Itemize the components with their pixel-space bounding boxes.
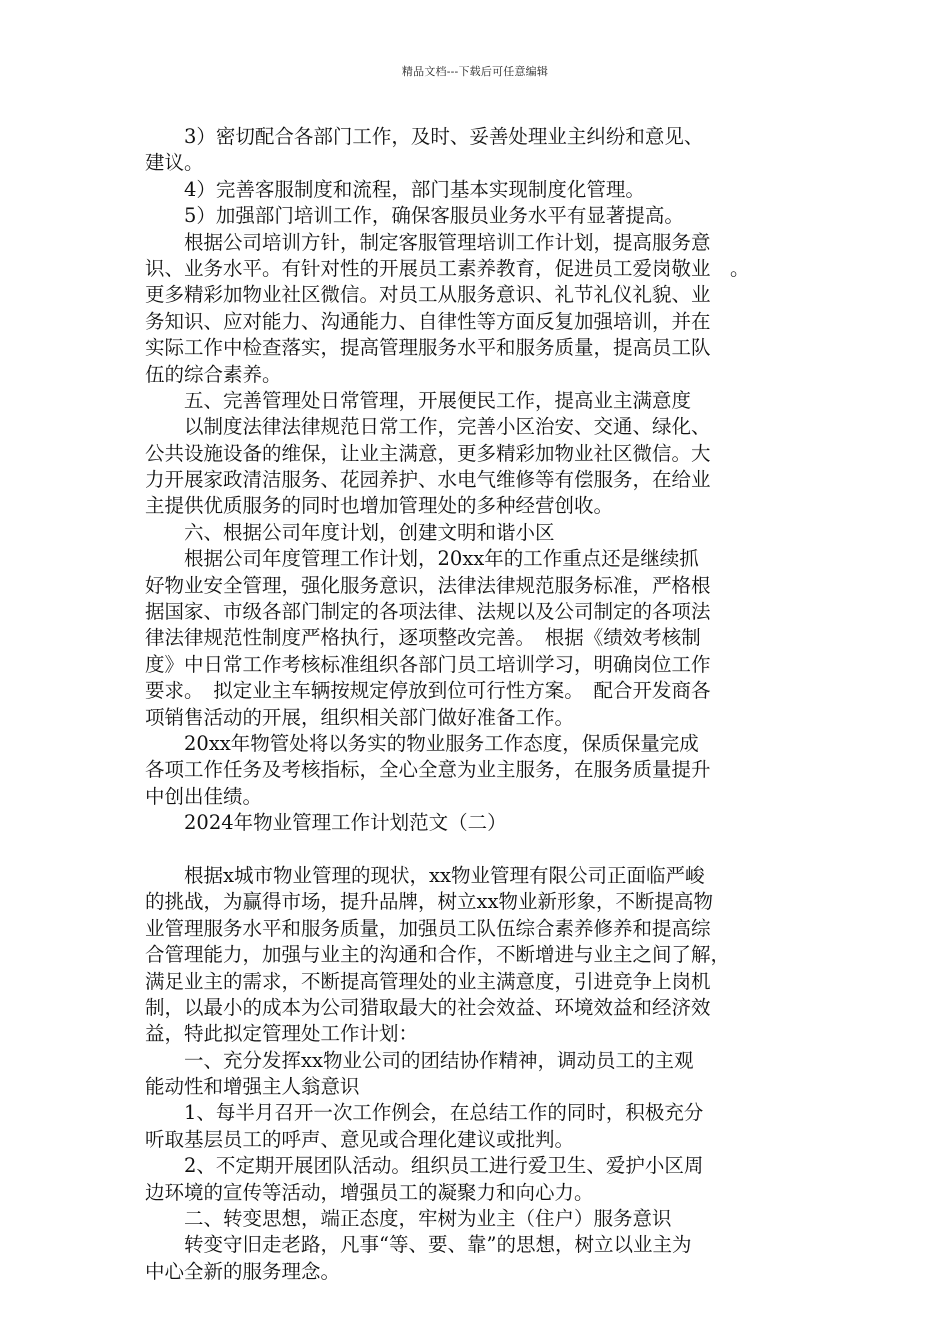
text-line: 更多精彩加物业社区微信。对员工从服务意识、礼节礼仪礼貌、业: [145, 283, 711, 307]
page-header: 精品文档---下载后可任意编辑: [401, 65, 549, 78]
text-line: 公共设施设备的维保，让业主满意，更多精彩加物业社区微信。大: [145, 441, 711, 465]
text-line: 识、业务水平。有针对性的开展员工素养教育，促进员工爱岗敬业 。: [145, 256, 750, 280]
text-line: 伍的综合素养。: [145, 362, 282, 386]
text-line: 转变守旧走老路，凡事“等、要、靠”的思想，树立以业主为: [145, 1233, 692, 1257]
blank-line: [145, 837, 813, 863]
text-line: 根据公司年度管理工作计划，20xx年的工作重点还是继续抓: [145, 547, 699, 571]
section-heading-line: 一、充分发挥xx物业公司的团结协作精神，调动员工的主观: [145, 1048, 694, 1072]
text-line: 3）密切配合各部门工作，及时、妥善处理业主纠纷和意见、: [145, 125, 704, 148]
text-line: 制，以最小的成本为公司猎取最大的社会效益、环境效益和经济效: [145, 995, 711, 1019]
text-line: 根据公司培训方针，制定客服管理培训工作计划，提高服务意: [145, 230, 711, 254]
text-line: 满足业主的需求，不断提高管理处的业主满意度，引进竞争上岗机: [145, 969, 711, 993]
text-line: 务知识、应对能力、沟通能力、自律性等方面反复加强培训，并在: [145, 309, 711, 333]
text-line: 据国家、市级各部门制定的各项法律、法规以及公司制定的各项法: [145, 600, 711, 624]
text-line: 律法律规范性制度严格执行，逐项整改完善。 根据《绩效考核制: [145, 626, 701, 650]
section-heading-line: 二、转变思想，端正态度，牢树为业主（住户）服务意识: [145, 1207, 672, 1231]
document-body: [145, 124, 813, 1285]
text-line: 项销售活动的开展，组织相关部门做好准备工作。: [145, 705, 575, 729]
text-line: 实际工作中检查落实，提高管理服务水平和服务质量，提高员工队: [145, 336, 711, 360]
text-line: 根据x城市物业管理的现状，xx物业管理有限公司正面临严峻: [145, 863, 705, 887]
section-heading-line: 五、完善管理处日常管理，开展便民工作，提高业主满意度: [145, 388, 692, 412]
document-text-block: [145, 124, 813, 1285]
document-subtitle: 2024年物业管理工作计划范文（二）: [145, 811, 507, 835]
text-line: 5）加强部门培训工作，确保客服员业务水平有显著提高。: [145, 204, 684, 228]
text-line: 合管理能力，加强与业主的沟通和合作，不断增进与业主之间了解，: [145, 943, 731, 967]
text-line: 好物业安全管理，强化服务意识，法律法律规范服务标准，严格根: [145, 573, 711, 597]
text-line: 以制度法律法律规范日常工作，完善小区治安、交通、绿化、: [145, 415, 711, 439]
text-line: 度》中日常工作考核标准组织各部门员工培训学习，明确岗位工作: [145, 652, 711, 676]
text-line: 主提供优质服务的同时也增加管理处的多种经营创收。: [145, 494, 614, 518]
text-line: 要求。 拟定业主车辆按规定停放到位可行性方案。 配合开发商各: [145, 679, 711, 703]
text-line: 听取基层员工的呼声、意见或合理化建议或批判。: [145, 1127, 575, 1151]
text-line: 中创出佳绩。: [145, 784, 263, 808]
text-line: 20xx年物管处将以务实的物业服务工作态度，保质保量完成: [145, 731, 699, 755]
text-line: 力开展家政清洁服务、花园养护、水电气维修等有偿服务，在给业: [145, 468, 711, 492]
text-line: 边环境的宣传等活动，增强员工的凝聚力和向心力。: [145, 1180, 594, 1204]
text-line: 4）完善客服制度和流程，部门基本实现制度化管理。: [145, 177, 645, 201]
section-heading-line: 能动性和增强主人翁意识: [145, 1075, 360, 1099]
text-line: 的挑战，为赢得市场，提升品牌，树立xx物业新形象，不断提高物: [145, 890, 713, 914]
text-line: 中心全新的服务理念。: [145, 1259, 341, 1283]
text-line: 建议。: [145, 151, 204, 175]
text-line: 业管理服务水平和服务质量，加强员工队伍综合素养修养和提高综: [145, 916, 711, 940]
section-heading-line: 六、根据公司年度计划，创建文明和谐小区: [145, 520, 555, 544]
text-line: 2、不定期开展团队活动。组织员工进行爱卫生、爱护小区周: [145, 1154, 704, 1178]
text-line: 1、每半月召开一次工作例会，在总结工作的同时，积极充分: [145, 1101, 704, 1125]
text-line: 益，特此拟定管理处工作计划：: [145, 1022, 419, 1046]
text-line: 各项工作任务及考核指标，全心全意为业主服务，在服务质量提升: [145, 758, 711, 782]
